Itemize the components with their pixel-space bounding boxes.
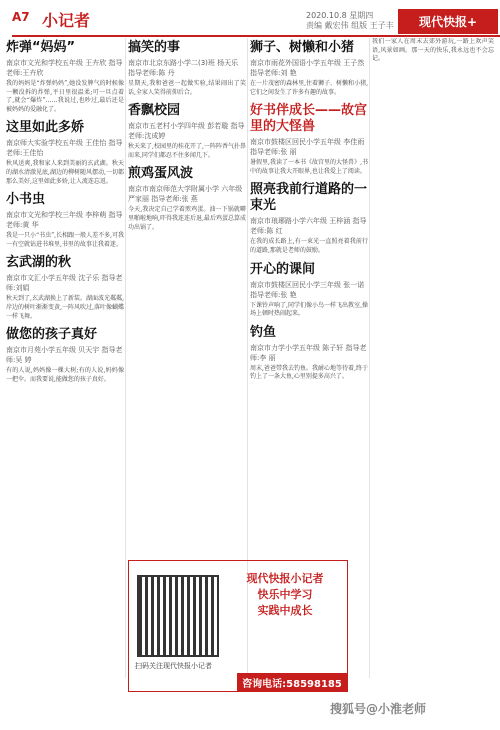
article-body: 我是一只小“书虫”,长相跟一般人差不多,可我一有空就钻进书堆里,书里的故事让我着迷。 [6,232,124,248]
article-body: 下课铃声响了,同学们像小鸟一样飞出教室,操场上顿时热闹起来。 [250,301,368,318]
article-title: 煎鸡蛋风波 [128,166,194,182]
article-title: 玄武湖的秋 [6,255,72,271]
article [250,262,368,319]
article-byline: 南京师大实验学校五年级 王佳怡 指导老师:王佳怡 [6,139,123,158]
promo-slogan [229,571,341,619]
article-byline: 南京市月苑小学五年级 贝天宇 指导老师:吴 婷 [6,346,123,365]
section-title: 小记者 [42,11,91,30]
promo-line: 实践中成长 [257,604,313,617]
article [128,166,246,232]
article-title: 钓鱼 [250,324,277,340]
article-byline: 南京市鼓楼区回民小学五年级 李佳雨 指导老师:张 丽 [250,138,365,157]
article [128,103,246,160]
header-rule [12,35,500,37]
article-byline: 南京市文光和学校五年级 王卉欣 指导老师:王卉欣 [6,59,123,77]
article-title: 做您的孩子真好 [6,327,98,343]
article-body: 我的妈妈是“炸弹妈妈”,她没发脾气的时候像一颗没拆的炸弹,平日里很温柔;可一旦点着了,就会“爆炸”……我说过,也吵过,最后还是被妈妈的爱融化了。 [6,80,124,113]
article [6,255,124,321]
qr-code-icon [137,575,219,657]
article [6,120,124,186]
article-title: 炸弹“妈妈” [6,40,76,55]
article [250,325,368,382]
article [250,103,368,176]
column-divider [369,38,370,678]
article-title: 好书伴成长——故宫里的大怪兽 [250,103,368,135]
issue-date: 2020.10.8 星期四 [306,11,374,20]
article-byline: 南京市南京师范大学附属小学 六年级 严家丽 指导老师:张 燕 [128,185,243,204]
article-byline: 南京市文光和学校三年级 李梓萌 指导老师:黄 华 [6,211,123,230]
column-1 [6,38,124,678]
article-body-continued: 我们一家人在周末去郊外游玩,一路上欢声笑语,风景如画。那一天的快乐,我永远也不会忘记。 [372,38,494,63]
article [6,327,124,384]
article-body: 在我的成长路上,有一束光一直照亮着我前行的道路,那就是老师的鼓励。 [250,238,368,254]
article-body: 有的人说,妈妈像一棵大树;有的人说,妈妈像一把伞。而我要说,能做您的孩子真好。 [6,367,124,383]
column-2 [128,38,246,553]
article-body: 秋风送爽,我和家人来到美丽的玄武湖。秋天的湖水清澈见底,湖边的柳树随风摆动,一切都那么美好,这里如此多娇,让人流连忘返。 [6,160,124,185]
article-body: 星期天,我和爸爸一起做实验,结果闹出了笑话,全家人笑得前仰后合。 [128,80,246,96]
article [250,182,368,255]
article-byline: 南京市琅琊路小学六年级 王梓涵 指导老师:陈 红 [250,217,367,236]
article [6,40,124,114]
hotline-badge: 咨询电话:58598185 [237,673,347,691]
article-title: 开心的课间 [250,261,316,277]
article-title: 这里如此多娇 [6,120,85,136]
column-4 [372,38,494,678]
article [6,192,124,249]
article-title: 搞笑的事 [128,40,181,55]
article [128,40,246,97]
article-title: 香飘校园 [128,103,181,119]
watermark: 搜狐号@小淮老师 [330,702,427,716]
article-byline: 南京市鼓楼区回民小学三年级 张一诺 指导老师:张 艳 [250,280,365,299]
article-byline: 南京市雨花外国语小学五年级 王子然 指导老师:刘 艳 [250,59,365,77]
article-byline: 南京市北京东路小学二(3)班 杨天乐 指导老师:陈 丹 [128,59,239,77]
article-byline: 南京市文汇小学五年级 沈子乐 指导老师:刘娟 [6,274,123,293]
promo-caption: 扫码关注现代快报小记者 [135,662,212,670]
article-title: 照亮我前行道路的一束光 [250,182,368,214]
article [250,40,368,97]
article-byline: 南京市力学小学五年级 陈子轩 指导老师:李 丽 [250,343,367,362]
article-body: 秋天来了,校园里的桂花开了,一阵阵香气扑鼻而来,同学们都忍不住多闻几下。 [128,143,246,159]
article-body: 暑假里,我读了一本书《故宫里的大怪兽》,书中的故事让我大开眼界,也让我爱上了阅读。 [250,159,368,175]
masthead-logo: 现代快报+ [398,9,498,34]
article-body: 秋天到了,玄武湖换上了新装。湖面波光粼粼,岸边的树叶渐渐变黄,一阵风吹过,落叶像蝴蝶一样飞舞。 [6,295,124,320]
promo-box [128,560,348,692]
article-title: 狮子、树懒和小猪 [250,40,355,55]
article-byline: 南京市五老村小学四年级 彭若璇 指导老师:沈成婷 [128,122,245,141]
page-header [6,4,494,34]
column-divider [125,38,126,678]
page-number: A7 [12,10,30,24]
promo-line: 快乐中学习 [257,588,313,601]
article-title: 小书虫 [6,192,46,208]
promo-line: 现代快报小记者 [246,572,324,585]
article-body: 周末,爸爸带我去钓鱼。我耐心地等待着,终于钓上了一条大鱼,心里别提多高兴了。 [250,364,368,381]
article-body: 在一片茂密的森林里,住着狮子、树懒和小猪,它们之间发生了许多有趣的故事。 [250,80,368,96]
editors-line: 责编 戴宏伟 组版 王子丰 [306,21,394,30]
article-body: 今天,我决定自己学着煎鸡蛋。油一下锅就噼里啪啦地响,吓得我连连后退,最后鸡蛋总算成功出锅了。 [128,206,246,231]
